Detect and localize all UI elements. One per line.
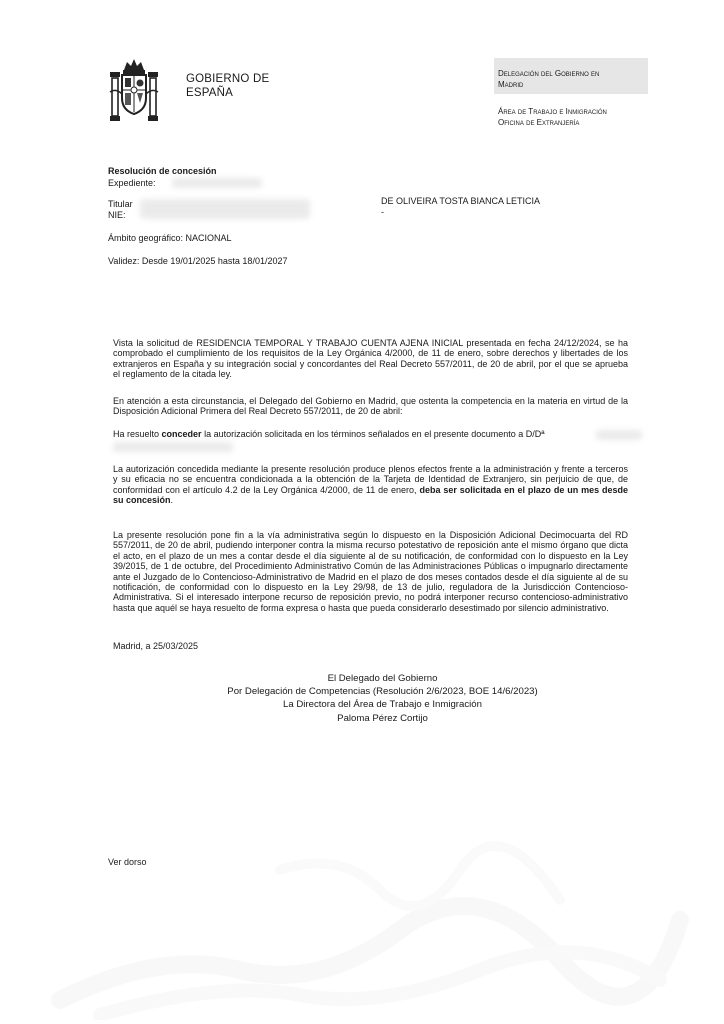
ambito-geografico: Ámbito geográfico: NACIONAL <box>108 233 232 243</box>
paragraph-recurso-text: La presente resolución pone fin a la vía administrativa según lo dispuesto en la Disposición Adicional Decimocuarta del RD 557/2011, de 20 de abril, pudiendo interponer contra la misma recurso potestativo de reposición ante el mismo órgano que dicta el acto, en el plazo de un mes a contar desde el día siguiente al de su notificación, de conformidad con lo dispuesto en la Ley 39/2015, de 1 de octubre, del Procedimiento Administrativo Común de las Administraciones Públicas o impugnarlo directamente ante el Juzgado de lo Contencioso-Administrativo de Madrid en el plazo de dos meses contados desde el día siguiente al de su notificación, de conformidad con lo dispuesto en la Ley 29/98, de 13 de julio, reguladora de la Jurisdicción Contencioso-Administrativa. Si el interesado interpone recurso de reposición previo, no podrá interponer recurso contencioso-administrativo hasta que aquél se haya resuelto de forma expresa o hasta que pueda considerarlo desestimado por silencio administrativo. <box>113 530 628 613</box>
paragraph-resuelto <box>113 429 628 439</box>
signature-line2: Por Delegación de Competencias (Resolución 2/6/2023, BOE 14/6/2023) <box>227 686 538 698</box>
delegation-line1: Delegación del Gobierno en <box>498 69 600 78</box>
government-title-line1: GOBIERNO DE <box>186 73 270 85</box>
nie-label: NIE: <box>108 210 126 220</box>
titular-value: DE OLIVEIRA TOSTA BIANCA LETICIA <box>381 196 541 206</box>
area-office <box>498 106 607 128</box>
paragraph-solicitud <box>113 338 628 380</box>
place-date: Madrid, a 25/03/2025 <box>113 641 199 651</box>
titular-label: Titular <box>108 199 133 209</box>
paragraph-recurso <box>113 530 628 613</box>
signature-line3: La Directora del Área de Trabajo e Inmigración <box>283 699 482 711</box>
redacted-name-2 <box>113 442 233 452</box>
signature-line1: El Delegado del Gobierno <box>327 673 438 684</box>
autorizacion-text-c: . <box>170 495 174 506</box>
delegation-line2: Madrid <box>498 80 524 89</box>
resuelto-text-c: la autorización solicitada en los términos señalados en el presente documento a D/Dª <box>201 429 545 439</box>
background-watermark <box>40 830 700 1020</box>
autorizacion-plazo: deba ser solicitada en el plazo de un mes desde su concesión <box>113 484 629 506</box>
ver-dorso: Ver dorso <box>108 857 147 867</box>
area-line2: Oficina de Extranjería <box>498 118 580 127</box>
nie-value: - <box>381 207 384 217</box>
coat-of-arms-icon <box>108 56 160 126</box>
validez: Validez: Desde 19/01/2025 hasta 18/01/2027 <box>108 256 288 266</box>
paragraph-atencion <box>113 396 628 417</box>
delegation-box <box>494 58 648 94</box>
signature-block <box>180 672 585 725</box>
paragraph-solicitud-text: Vista la solicitud de RESIDENCIA TEMPORAL Y TRABAJO CUENTA AJENA INICIAL presentada en fecha 24/12/2024, se ha comprobado el cumplimiento de los requisitos de la Ley Orgánica 4/2000, de 11 de enero, sobre derechos y libertades de los extranjeros en España y su integración social y concordantes del Real Decreto 557/2011, de 20 de abril, por el que se aprueba el reglamento de la citada ley. <box>113 338 628 380</box>
redacted-titular-info <box>140 199 310 219</box>
resuelto-text-a: Ha resuelto <box>113 429 162 439</box>
resuelto-conceder: conceder <box>161 429 202 439</box>
redacted-name-1 <box>596 430 642 440</box>
paragraph-atencion-text: En atención a esta circunstancia, el Delegado del Gobierno en Madrid, que ostenta la competencia en la materia en virtud de la Disposición Adicional Primera del Real Decreto 557/2011, de 20 de abril: <box>113 396 628 417</box>
area-line1: Área de Trabajo e Inmigración <box>498 107 607 116</box>
government-title <box>186 72 269 100</box>
paragraph-autorizacion <box>113 464 628 506</box>
signature-line4: Paloma Pérez Cortijo <box>337 712 428 724</box>
resolution-title: Resolución de concesión <box>108 166 217 176</box>
expediente-label: Expediente: <box>108 178 156 188</box>
government-title-line2: ESPAÑA <box>186 87 234 99</box>
autorizacion-text-a: La autorización concedida mediante la presente resolución produce plenos efectos frente a la administración y frente a terceros y su eficacia no se encuentra condicionada a la obtención de la Tarjeta de Identidad de Extranjero, sin perjuicio de que, de conformidad con el artículo 4.2 de la Ley Orgánica 4/2000, de 11 de enero, <box>113 464 628 495</box>
redacted-expediente <box>172 178 262 188</box>
